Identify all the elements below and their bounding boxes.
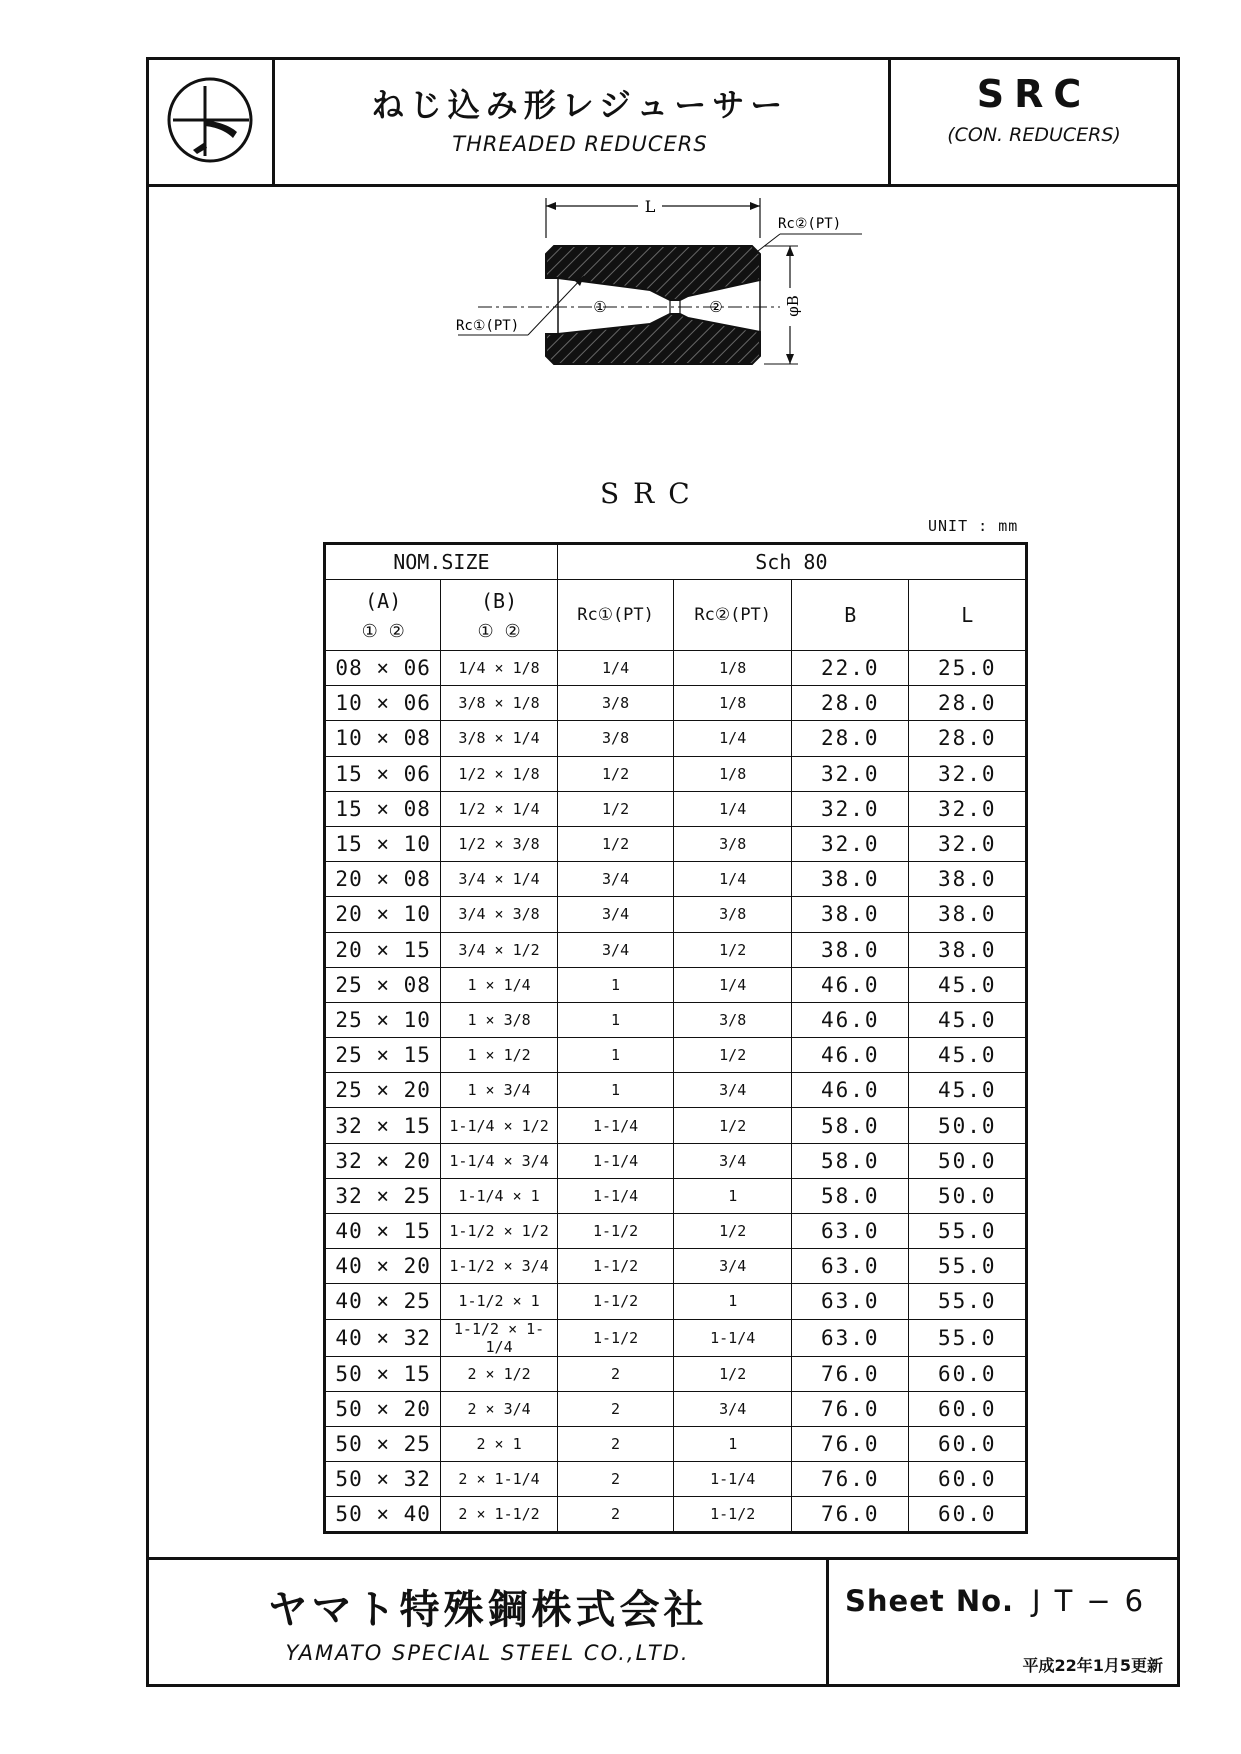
cell-size-b: 3/4 × 3/8	[441, 897, 557, 932]
cell-dia-b: 28.0	[792, 686, 909, 721]
hdr-b-dia: B	[792, 580, 909, 651]
cell-rc1: 3/8	[557, 721, 674, 756]
cell-length-l: 28.0	[909, 686, 1027, 721]
cell-size-a: 25 × 20	[325, 1073, 441, 1108]
cell-dia-b: 46.0	[792, 967, 909, 1002]
cell-dia-b: 76.0	[792, 1391, 909, 1426]
cell-length-l: 50.0	[909, 1143, 1027, 1178]
cell-size-b: 1-1/4 × 3/4	[441, 1143, 557, 1178]
cell-size-a: 50 × 20	[325, 1391, 441, 1426]
cell-rc2: 3/8	[674, 1002, 792, 1037]
cell-rc1: 2	[557, 1426, 674, 1461]
table-row	[325, 1462, 1027, 1497]
product-code-sub: (CON. REDUCERS)	[947, 124, 1121, 146]
cell-rc2: 3/8	[674, 897, 792, 932]
cell-length-l: 28.0	[909, 721, 1027, 756]
cell-size-b: 3/4 × 1/2	[441, 932, 557, 967]
cell-length-l: 25.0	[909, 651, 1027, 686]
cell-rc1: 3/4	[557, 862, 674, 897]
cell-rc2: 1	[674, 1178, 792, 1213]
cell-dia-b: 63.0	[792, 1249, 909, 1284]
cell-rc1: 1/4	[557, 651, 674, 686]
cell-size-b: 1-1/2 × 3/4	[441, 1249, 557, 1284]
table-row	[325, 721, 1027, 756]
cell-rc1: 1	[557, 967, 674, 1002]
cell-size-a: 20 × 10	[325, 897, 441, 932]
cell-length-l: 38.0	[909, 897, 1027, 932]
cell-dia-b: 76.0	[792, 1426, 909, 1461]
hdr-b-ends: ① ②	[477, 620, 521, 642]
end-1-label: ①	[593, 298, 607, 316]
cell-size-a: 25 × 10	[325, 1002, 441, 1037]
cell-size-b: 3/4 × 1/4	[441, 862, 557, 897]
update-date: 平成22年1月5更新	[1022, 1656, 1163, 1675]
cell-dia-b: 63.0	[792, 1214, 909, 1249]
table-row	[325, 1108, 1027, 1143]
sheet-cell	[829, 1560, 1177, 1684]
cell-rc2: 1/2	[674, 1038, 792, 1073]
cell-dia-b: 58.0	[792, 1143, 909, 1178]
cell-size-b: 1 × 1/4	[441, 967, 557, 1002]
cell-length-l: 50.0	[909, 1178, 1027, 1213]
table-row	[325, 897, 1027, 932]
sheet-label: Sheet No.	[845, 1584, 1015, 1618]
cell-dia-b: 32.0	[792, 791, 909, 826]
table-row	[325, 932, 1027, 967]
cell-size-b: 1/4 × 1/8	[441, 651, 557, 686]
cell-length-l: 55.0	[909, 1319, 1027, 1356]
table-row	[325, 1391, 1027, 1426]
cell-rc2: 1/2	[674, 1214, 792, 1249]
cell-rc2: 1	[674, 1284, 792, 1319]
logo-cell	[149, 60, 275, 184]
cell-size-b: 3/8 × 1/4	[441, 721, 557, 756]
cell-dia-b: 58.0	[792, 1108, 909, 1143]
cell-size-a: 50 × 40	[325, 1497, 441, 1532]
cell-dia-b: 76.0	[792, 1462, 909, 1497]
table-row	[325, 651, 1027, 686]
cell-length-l: 55.0	[909, 1249, 1027, 1284]
title-cell	[272, 60, 891, 184]
hdr-l: L	[909, 580, 1027, 651]
company-logo-icon	[149, 60, 272, 184]
cell-dia-b: 28.0	[792, 721, 909, 756]
cell-rc2: 1/4	[674, 721, 792, 756]
product-code: SRC	[976, 72, 1092, 116]
cell-size-a: 40 × 15	[325, 1214, 441, 1249]
cell-size-b: 1 × 3/8	[441, 1002, 557, 1037]
rc2-callout: Rc②(PT)	[778, 216, 842, 232]
cell-rc1: 3/4	[557, 932, 674, 967]
cell-size-a: 50 × 15	[325, 1356, 441, 1391]
cell-rc2: 1/2	[674, 932, 792, 967]
cell-size-a: 40 × 20	[325, 1249, 441, 1284]
hdr-nom-size: NOM.SIZE	[325, 544, 558, 580]
hdr-rc2: Rc②(PT)	[674, 580, 792, 651]
cell-rc1: 3/8	[557, 686, 674, 721]
cell-rc1: 1-1/2	[557, 1249, 674, 1284]
cell-size-a: 10 × 06	[325, 686, 441, 721]
cell-rc2: 1	[674, 1426, 792, 1461]
cell-rc2: 1/4	[674, 791, 792, 826]
cell-size-a: 20 × 08	[325, 862, 441, 897]
cell-dia-b: 46.0	[792, 1073, 909, 1108]
cell-dia-b: 63.0	[792, 1319, 909, 1356]
cell-rc2: 3/4	[674, 1391, 792, 1426]
cell-rc2: 1/4	[674, 967, 792, 1002]
cell-length-l: 60.0	[909, 1462, 1027, 1497]
cell-rc1: 2	[557, 1497, 674, 1532]
cell-size-a: 20 × 15	[325, 932, 441, 967]
cell-size-a: 08 × 06	[325, 651, 441, 686]
cell-rc2: 3/4	[674, 1143, 792, 1178]
cell-size-b: 1-1/4 × 1	[441, 1178, 557, 1213]
cell-rc1: 1	[557, 1038, 674, 1073]
hdr-rc1: Rc①(PT)	[557, 580, 674, 651]
cell-length-l: 45.0	[909, 1038, 1027, 1073]
cell-rc1: 2	[557, 1462, 674, 1497]
company-name-en: YAMATO SPECIAL STEEL CO.,LTD.	[285, 1641, 690, 1665]
cell-dia-b: 38.0	[792, 897, 909, 932]
table-row	[325, 1073, 1027, 1108]
cell-size-b: 1-1/4 × 1/2	[441, 1108, 557, 1143]
cell-size-b: 1 × 3/4	[441, 1073, 557, 1108]
cell-size-b: 1-1/2 × 1-1/4	[441, 1319, 557, 1356]
hdr-a-label: (A)	[365, 588, 402, 613]
length-label: L	[644, 197, 656, 216]
cell-length-l: 60.0	[909, 1426, 1027, 1461]
cell-size-b: 2 × 1-1/4	[441, 1462, 557, 1497]
cell-size-b: 3/8 × 1/8	[441, 686, 557, 721]
cell-dia-b: 32.0	[792, 756, 909, 791]
cell-rc2: 3/4	[674, 1073, 792, 1108]
cell-dia-b: 46.0	[792, 1038, 909, 1073]
cell-size-a: 10 × 08	[325, 721, 441, 756]
cell-size-b: 1/2 × 1/4	[441, 791, 557, 826]
cell-length-l: 45.0	[909, 1073, 1027, 1108]
table-row	[325, 1319, 1027, 1356]
table-row	[325, 967, 1027, 1002]
cell-rc1: 1	[557, 1002, 674, 1037]
title-en: THREADED REDUCERS	[452, 132, 708, 156]
table-row	[325, 1214, 1027, 1249]
cell-rc1: 1/2	[557, 756, 674, 791]
cell-rc2: 1-1/4	[674, 1319, 792, 1356]
cell-rc2: 3/8	[674, 826, 792, 861]
cell-rc1: 1-1/2	[557, 1284, 674, 1319]
cell-size-a: 15 × 08	[325, 791, 441, 826]
cell-dia-b: 22.0	[792, 651, 909, 686]
table-row	[325, 862, 1027, 897]
cell-rc1: 3/4	[557, 897, 674, 932]
cell-rc1: 1-1/4	[557, 1178, 674, 1213]
cell-rc2: 3/4	[674, 1249, 792, 1284]
hdr-b-label: (B)	[481, 588, 518, 613]
cell-size-a: 25 × 08	[325, 967, 441, 1002]
company-cell	[149, 1560, 829, 1684]
cell-rc1: 1-1/2	[557, 1319, 674, 1356]
code-cell	[891, 60, 1177, 184]
cell-rc2: 1/8	[674, 686, 792, 721]
cell-size-a: 40 × 25	[325, 1284, 441, 1319]
cell-size-a: 15 × 10	[325, 826, 441, 861]
cell-size-b: 1/2 × 3/8	[441, 826, 557, 861]
end-2-label: ②	[709, 298, 723, 316]
hdr-a	[325, 580, 441, 651]
table-row	[325, 1249, 1027, 1284]
footer-block	[149, 1557, 1177, 1684]
cell-rc2: 1-1/2	[674, 1497, 792, 1532]
cell-size-b: 1/2 × 1/8	[441, 756, 557, 791]
cell-length-l: 38.0	[909, 862, 1027, 897]
cell-length-l: 55.0	[909, 1284, 1027, 1319]
table-row	[325, 756, 1027, 791]
table-row	[325, 1497, 1027, 1532]
cell-length-l: 55.0	[909, 1214, 1027, 1249]
hdr-b	[441, 580, 557, 651]
cell-rc2: 1/8	[674, 756, 792, 791]
table-row	[325, 1356, 1027, 1391]
cell-length-l: 60.0	[909, 1391, 1027, 1426]
cell-dia-b: 46.0	[792, 1002, 909, 1037]
cell-size-a: 40 × 32	[325, 1319, 441, 1356]
cell-rc1: 1/2	[557, 791, 674, 826]
table-row	[325, 1284, 1027, 1319]
table-row	[325, 1143, 1027, 1178]
cell-dia-b: 38.0	[792, 862, 909, 897]
cell-size-a: 15 × 06	[325, 756, 441, 791]
company-name-jp: ヤマト特殊鋼株式会社	[267, 1587, 708, 1633]
cell-dia-b: 76.0	[792, 1356, 909, 1391]
cell-rc2: 1/2	[674, 1356, 792, 1391]
cell-size-b: 2 × 1	[441, 1426, 557, 1461]
cell-rc1: 1-1/4	[557, 1108, 674, 1143]
dimension-table	[323, 542, 1028, 1534]
cell-rc2: 1/2	[674, 1108, 792, 1143]
cell-rc1: 1-1/2	[557, 1214, 674, 1249]
cell-dia-b: 63.0	[792, 1284, 909, 1319]
table-row	[325, 826, 1027, 861]
cell-dia-b: 58.0	[792, 1178, 909, 1213]
cell-length-l: 32.0	[909, 791, 1027, 826]
title-jp: ねじ込み形レジューサー	[371, 86, 789, 124]
cell-length-l: 60.0	[909, 1356, 1027, 1391]
cell-dia-b: 76.0	[792, 1497, 909, 1532]
table-row	[325, 1426, 1027, 1461]
cell-size-a: 32 × 20	[325, 1143, 441, 1178]
cell-size-b: 2 × 3/4	[441, 1391, 557, 1426]
table-row	[325, 1038, 1027, 1073]
cell-dia-b: 32.0	[792, 826, 909, 861]
diameter-label: φB	[784, 295, 802, 317]
cell-size-a: 50 × 25	[325, 1426, 441, 1461]
unit-label: UNIT : mm	[928, 517, 1019, 535]
table-row	[325, 686, 1027, 721]
reducer-diagram	[388, 178, 888, 438]
cell-size-b: 1-1/2 × 1/2	[441, 1214, 557, 1249]
table-row	[325, 791, 1027, 826]
sheet-number	[845, 1584, 1157, 1618]
cell-rc1: 1/2	[557, 826, 674, 861]
cell-size-a: 50 × 32	[325, 1462, 441, 1497]
cell-length-l: 60.0	[909, 1497, 1027, 1532]
cell-size-a: 32 × 15	[325, 1108, 441, 1143]
cell-size-b: 1-1/2 × 1	[441, 1284, 557, 1319]
cell-size-b: 1 × 1/2	[441, 1038, 557, 1073]
cell-size-b: 2 × 1-1/2	[441, 1497, 557, 1532]
cell-length-l: 50.0	[909, 1108, 1027, 1143]
title-block	[149, 60, 1177, 187]
cell-dia-b: 38.0	[792, 932, 909, 967]
cell-rc2: 1/8	[674, 651, 792, 686]
cell-size-b: 2 × 1/2	[441, 1356, 557, 1391]
cell-length-l: 45.0	[909, 967, 1027, 1002]
cell-length-l: 38.0	[909, 932, 1027, 967]
diagram-caption: SRC	[600, 477, 704, 510]
sheet-no: JT−6	[1032, 1584, 1158, 1618]
cell-rc1: 2	[557, 1356, 674, 1391]
cell-length-l: 32.0	[909, 756, 1027, 791]
rc1-callout: Rc①(PT)	[456, 318, 520, 334]
cell-length-l: 32.0	[909, 826, 1027, 861]
cell-length-l: 45.0	[909, 1002, 1027, 1037]
table-row	[325, 1002, 1027, 1037]
hdr-schedule: Sch 80	[557, 544, 1026, 580]
cell-rc1: 2	[557, 1391, 674, 1426]
cell-rc1: 1	[557, 1073, 674, 1108]
hdr-a-ends: ① ②	[361, 620, 405, 642]
table-row	[325, 1178, 1027, 1213]
cell-size-a: 32 × 25	[325, 1178, 441, 1213]
cell-rc2: 1-1/4	[674, 1462, 792, 1497]
cell-size-a: 25 × 15	[325, 1038, 441, 1073]
cell-rc1: 1-1/4	[557, 1143, 674, 1178]
cell-rc2: 1/4	[674, 862, 792, 897]
